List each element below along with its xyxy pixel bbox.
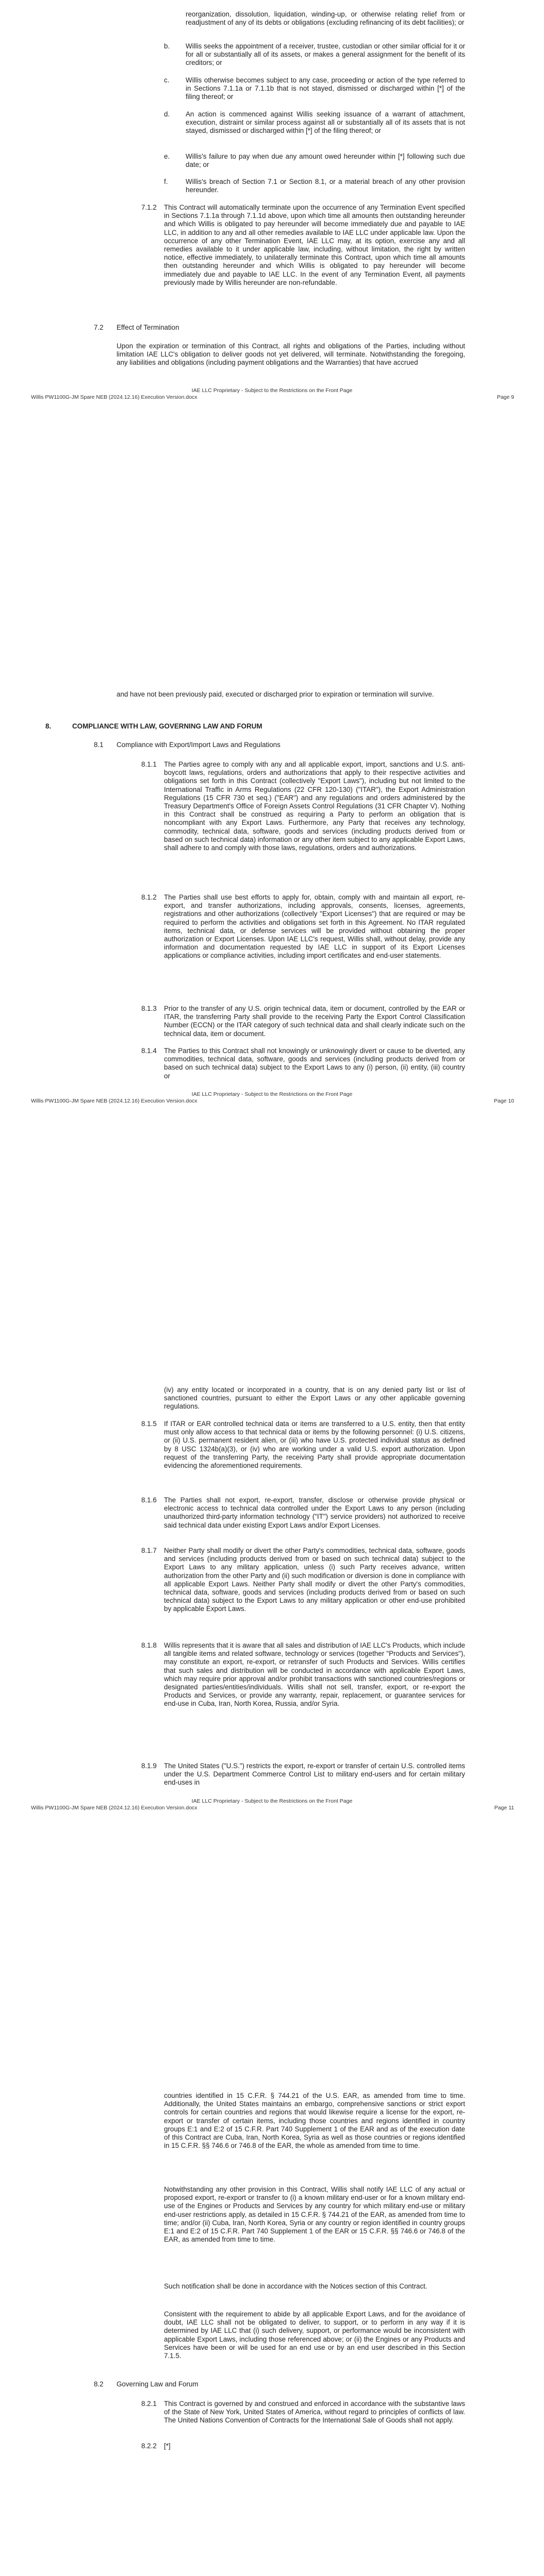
- paragraph-8-1-7: Neither Party shall modify or divert the other Party's commodities, technical data, software, goods and services (including products derived from or based on such technical data) subject to the Export Laws to any military application, unless (i) such Party receives advance, written authorization from the other Party and (ii) such modification or diversion is done in compliance with all applicable Export Laws. Neither Party shall modify or divert the other Party's commodities, technical data, software, goods and services (including products derived from or based on such technical data) subject to the Export Laws to any military application or other end-use prohibited by applicable Export Laws.: [164, 1547, 465, 1613]
- footer-page-number: Page 11: [494, 1805, 514, 1811]
- heading-effect-of-termination: Effect of Termination: [117, 324, 179, 331]
- paragraph-notification: Such notification shall be done in accordance with the Notices section of this Contract.: [164, 2282, 427, 2290]
- paragraph-8-1-6: The Parties shall not export, re-export, transfer, disclose or otherwise provide physical or electronic access to technical data controlled under the Export Laws to any person (including unauthorized third-party information technology ("IT") service providers) not authorized to receive said technical data under existing Export Laws and/or Export Licenses.: [164, 1496, 465, 1529]
- section-number-8-1-2: 8.1.2: [141, 893, 157, 901]
- section-number-8-1-8: 8.1.8: [141, 1641, 157, 1649]
- heading-compliance: COMPLIANCE WITH LAW, GOVERNING LAW AND FORUM: [72, 722, 262, 730]
- paragraph-8-1-4-cont: (iv) any entity located or incorporated in a country, that is on any denied party list or list of sanctioned countries, pursuant to either the Export Laws or any other applicable governing regulations.: [164, 1386, 465, 1411]
- paragraph-7-2: Upon the expiration or termination of this Contract, all rights and obligations of the Parties, including without limitation IAE LLC's obligation to deliver goods not yet delivered, will terminate. Notwithstanding the foregoing, any liabilities and obligations (including payment obligations and the Warranties) that have accrued: [117, 342, 465, 367]
- section-number-7-1-2: 7.1.2: [141, 204, 157, 211]
- item-label-e: e.: [164, 152, 170, 160]
- item-label-d: d.: [164, 110, 170, 118]
- paragraph-8-1-2: The Parties shall use best efforts to apply for, obtain, comply with and maintain all export, re-export, and transfer authorizations, including approvals, consents, licenses, agreements, registrations and other authorizations (collectively "Export Licenses") that are required or may be required to perform the activities and obligations set forth in this Agreement. No ITAR regulated items, technical data, or defense services will be provided without obtaining the proper authorization or Export Licenses. Upon IAE LLC's request, Willis shall, without delay, provide any information and documentation requested by IAE LLC in support of its Export Licenses applications or compliance activities, including import certificates and end-user statements.: [164, 893, 465, 960]
- item-label-f: f.: [164, 178, 168, 185]
- section-number-8-1-5: 8.1.5: [141, 1420, 157, 1428]
- footer-page-number: Page 9: [497, 394, 514, 400]
- paragraph-consistent: Consistent with the requirement to abide by all applicable Export Laws, and for the avoidance of doubt, IAE LLC shall not be obligated to deliver, to support, or to perform in any way if it is determined by IAE LLC that (i) such delivery, support, or performance would be inconsistent with applicable Export Laws, including those referenced above; or (ii) the Engines or any Products and Services have been or will be used for an end use or by an end user described in this Section 7.1.5.: [164, 2310, 465, 2360]
- paragraph-7-1-1-f: Willis's breach of Section 7.1 or Section 8.1, or a material breach of any other provision hereunder.: [186, 178, 465, 194]
- paragraph-8-1-1: The Parties agree to comply with any and all applicable export, import, sanctions and U.S. anti-boycott laws, regulations, orders and authorizations that apply to their respective activities and obligations set forth in this Contract (collectively "Export Laws"), including but not limited to the International Traffic in Arms Regulations (22 CFR 120-130) ("ITAR"), the Export Administration Regulations (15 CFR 730 et seq.) ("EAR") and any regulations and orders administered by the Treasury Department's Office of Foreign Assets Control Regulations (31 CFR Chapter V). Nothing in this Contract shall be construed as requiring a Party to perform an obligation that is noncompliant with any Export Laws. Furthermore, any Party that receives any technology, commodity, technical data, software, goods and services (including products derived from or based on such technical data) information or any other item subject to any applicable Export Laws, shall adhere to and comply with those laws, regulations, orders and authorizations.: [164, 760, 465, 852]
- paragraph-8-1-4: The Parties to this Contract shall not knowingly or unknowingly divert or cause to be diverted, any commodities, technical data, software, goods and services (including products derived from or based on such technical data) subject to the Export Laws to any (i) person, (ii) entity, (iii) country or: [164, 1047, 465, 1080]
- section-number-8-1-7: 8.1.7: [141, 1547, 157, 1554]
- page-12: [0, 2092, 544, 2576]
- page-10: [0, 690, 544, 1370]
- section-number-8-1-6: 8.1.6: [141, 1496, 157, 1504]
- paragraph-7-1-1-e: Willis's failure to pay when due any amount owed hereunder within [*] following such due date; or: [186, 152, 465, 169]
- paragraph-7-1-1-c: Willis otherwise becomes subject to any case, proceeding or action of the type referred to in Sections 7.1.1a or 7.1.1b that is not stayed, dismissed or discharged within [*] of the filing thereof; or: [186, 76, 465, 101]
- section-number-8-1-3: 8.1.3: [141, 1005, 157, 1012]
- footer-proprietary: IAE LLC Proprietary - Subject to the Restrictions on the Front Page: [191, 387, 353, 394]
- item-label-b: b.: [164, 42, 170, 50]
- paragraph-7-1-1-a-cont: reorganization, dissolution, liquidation, winding-up, or otherwise relating relief from or readjustment of any of its debts or obligations (excluding refinancing of its debt facilities); or: [186, 10, 465, 27]
- footer-doc-name: Willis PW1100G-JM Spare NEB (2024.12.16) Execution Version.docx: [31, 394, 197, 400]
- paragraph-8-1-9: The United States ("U.S.") restricts the export, re-export or transfer of certain U.S. controlled items under the U.S. Department Commerce Control List to military end-users and for certain military end-uses in: [164, 1762, 465, 1787]
- paragraph-7-1-1-d: An action is commenced against Willis seeking issuance of a warrant of attachment, execution, distraint or similar process against all or substantially all of its assets that is not stayed, dismissed or discharged within [*] of the filing thereof; or: [186, 110, 465, 135]
- section-number-8-1-9: 8.1.9: [141, 1762, 157, 1770]
- heading-governing-law: Governing Law and Forum: [117, 2380, 199, 2388]
- paragraph-8-1-8: Willis represents that it is aware that all sales and distribution of IAE LLC's Products, which include all tangible items and related software, technology or services (together "Products and Services"), may constitute an export, re-export, or retransfer of such Products and Services. Willis certifies that such sales and distribution will be conducted in accordance with applicable Export Laws, which may require prior approval and/or prohibit transactions with sanctioned countries/regions or designated parties/entities/individuals. Willis shall not sell, transfer, export, or re-export the Products and Services, or provide any warranty, repair, replacement, or guarantee services for end-use in Cuba, Iran, North Korea, Russia, and/or Syria.: [164, 1641, 465, 1708]
- page-11: [0, 1386, 544, 2071]
- paragraph-notify-iae: Notwithstanding any other provision in this Contract, Willis shall notify IAE LLC of any actual or proposed export, re-export or transfer to (i) a known military end-user or for a known military end-use of the Engines or Products and Services by any country for which military end-use or military end-user restrictions apply, as detailed in 15 C.F.R. § 744.21 of the EAR, as amended from time to time; and/or (ii) Cuba, Iran, North Korea, Syria or any country or region identified in country groups E:1 and E:2 of 15 C.F.R. Part 740 Supplement 1 of the EAR or 15 C.F.R. §§ 746.6 or 746.8 of the EAR, as amended from time to time.: [164, 2185, 465, 2244]
- section-number-8-2-2: 8.2.2: [141, 2442, 157, 2450]
- item-label-c: c.: [164, 76, 170, 84]
- footer-proprietary: IAE LLC Proprietary - Subject to the Restrictions on the Front Page: [191, 1091, 353, 1097]
- paragraph-7-1-1-b: Willis seeks the appointment of a receiver, trustee, custodian or other similar official for it or for all or substantially all of its assets, or makes a general assignment for the benefit of its creditors; or: [186, 42, 465, 67]
- paragraph-8-1-5: If ITAR or EAR controlled technical data or items are transferred to a U.S. entity, then that entity must only allow access to that technical data or items by the following personnel: (i) U.S. citizens, or (ii) U.S. permanent resident alien, or (iii) who have U.S. protected individual status as defined by 8 USC 1324b(a)(3), or (iv) who are working under a valid U.S. export authorization. Upon request of the transferring Party, the receiving Party shall provide appropriate documentation evidencing the aforementioned requirements.: [164, 1420, 465, 1470]
- section-number-7-2: 7.2: [94, 324, 104, 331]
- section-number-8: 8.: [45, 722, 52, 730]
- footer-proprietary: IAE LLC Proprietary - Subject to the Restrictions on the Front Page: [191, 1798, 353, 1804]
- section-number-8-1: 8.1: [94, 741, 104, 749]
- paragraph-7-2-cont: and have not been previously paid, executed or discharged prior to expiration or termination will survive.: [117, 690, 434, 698]
- section-number-8-2: 8.2: [94, 2380, 104, 2388]
- paragraph-7-1-2: This Contract will automatically terminate upon the occurrence of any Termination Event specified in Sections 7.1.1a through 7.1.1d above, upon which time all amounts then outstanding hereunder and which Willis is obligated to pay hereunder will become immediately due and payable to IAE LLC, in addition to any and all other remedies available to IAE LLC under applicable law. Upon the occurrence of any other Termination Event, IAE LLC may, at its option, exercise any and all remedies available to it under applicable law, including, without limitation, the right by written notice, effective immediately, to unilaterally terminate this Contract, upon which time all amounts then outstanding hereunder and which Willis is obligated to pay hereunder will become immediately due and payable to IAE LLC. In the event of any Termination Event, all payments previously made by Willis hereunder are non-refundable.: [164, 204, 465, 286]
- paragraph-8-2-1: This Contract is governed by and construed and enforced in accordance with the substantive laws of the State of New York, United States of America, without regard to principles of conflicts of law. The United Nations Convention of Contracts for the International Sale of Goods shall not apply.: [164, 2400, 465, 2425]
- page-9: [0, 0, 544, 680]
- footer-doc-name: Willis PW1100G-JM Spare NEB (2024.12.16) Execution Version.docx: [31, 1098, 197, 1104]
- paragraph-8-2-2: [*]: [164, 2442, 171, 2450]
- section-number-8-2-1: 8.2.1: [141, 2400, 157, 2408]
- section-number-8-1-1: 8.1.1: [141, 760, 157, 768]
- footer-doc-name: Willis PW1100G-JM Spare NEB (2024.12.16) Execution Version.docx: [31, 1805, 197, 1811]
- paragraph-8-1-9-cont: countries identified in 15 C.F.R. § 744.21 of the U.S. EAR, as amended from time to time. Additionally, the United States maintains an embargo, comprehensive sanctions or strict export controls for certain countries and regions that would likewise require a license for the export, re-export or transfer of certain items, including those countries and regions identified in country groups E:1 and E:2 of 15 C.F.R. Part 740 Supplement 1 of the EAR and as of the execution date of this Contract are Cuba, Iran, North Korea, Syria as well as those countries or regions identified in 15 C.F.R. §§ 746.6 or 746.8 of the EAR, the whole as amended from time to time.: [164, 2092, 465, 2150]
- paragraph-8-1-3: Prior to the transfer of any U.S. origin technical data, item or document, controlled by the EAR or ITAR, the transferring Party shall provide to the receiving Party the Export Control Classification Number (ECCN) or the ITAR category of such technical data and shall clearly indicate such on the technical data, item or document.: [164, 1005, 465, 1038]
- section-number-8-1-4: 8.1.4: [141, 1047, 157, 1055]
- heading-export-import: Compliance with Export/Import Laws and Regulations: [117, 741, 281, 749]
- footer-page-number: Page 10: [493, 1098, 514, 1104]
